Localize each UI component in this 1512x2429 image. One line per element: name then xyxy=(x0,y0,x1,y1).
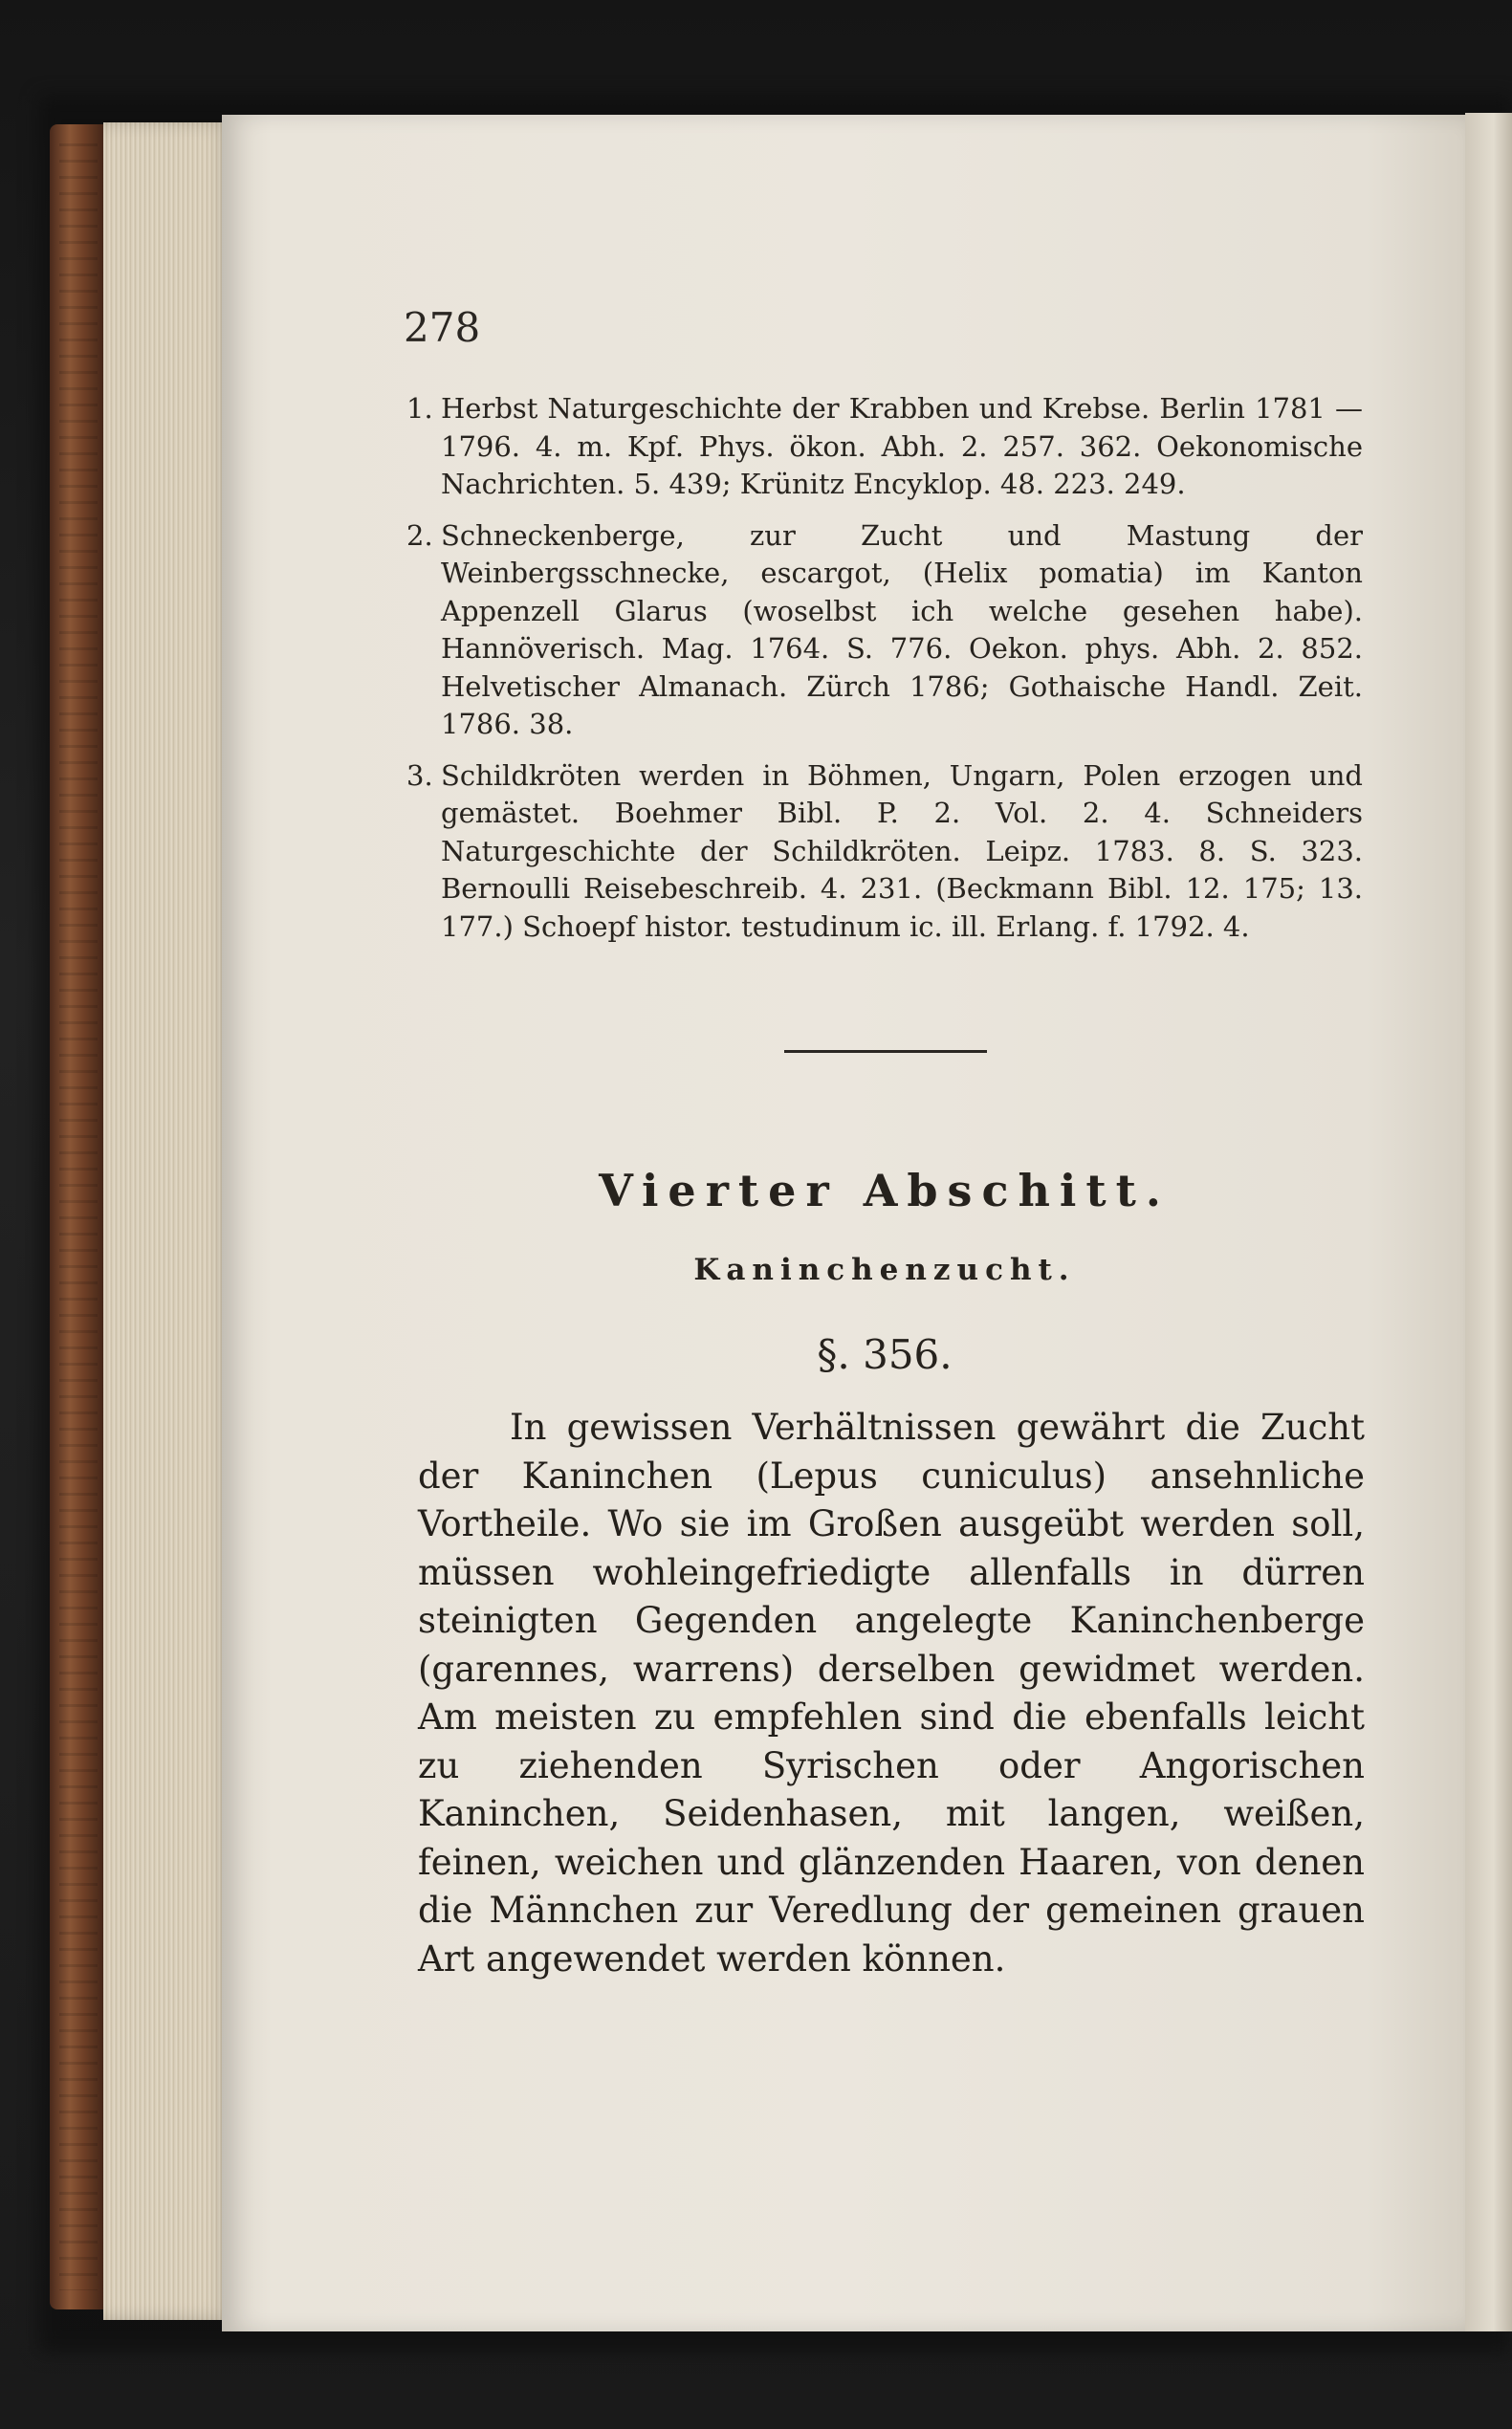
page-number: 278 xyxy=(404,304,481,351)
footnote-number: 3. xyxy=(406,758,433,792)
footnote-text: Schneckenberge, zur Zucht und Mastung der Weinbergsschnecke, escargot, (Helix pomatia) im Kanton Appenzell Glarus (woselbst ich welche gesehen habe). Hannöverisch. Mag. 1764. S. 776. Oekon. phys. Abh. 2. 852. Helvetischer Almanach. Zürch 1786; Gothaische Handl. Zeit. 1786. 38. xyxy=(441,518,1363,740)
footnote-text: Schildkröten werden in Böhmen, Ungarn, Polen erzogen und gemästet. Boehmer Bibl. P. 2. Vol. 2. 4. Schneiders Naturgeschichte der Schildkröten. Leipz. 1783. 8. S. 323. Bernoulli Reisebeschreib. 4. 231. (Beckmann Bibl. 12. 175; 13. 177.) Schoepf histor. testudinum ic. ill. Erlang. f. 1792. 4. xyxy=(441,758,1363,943)
body-paragraph: In gewissen Verhältnissen gewährt die Zucht der Kaninchen (Lepus cuniculus) ansehnliche Vortheile. Wo sie im Großen ausgeübt werden soll, müssen wohleingefriedigte allenfalls in dürren steinigten Gegenden angelegte Kaninchenberge (garennes, warrens) derselben gewidmet werden. Am meisten zu empfehlen sind die ebenfalls leicht zu ziehenden Syrischen oder Angorischen Kaninchen, Seidenhasen, mit langen, weißen, feinen, weichen und glänzenden Haaren, von denen die Männchen zur Veredlung der gemeinen grauen Art angewendet werden können. xyxy=(418,1407,1365,1980)
footnote xyxy=(406,757,1363,947)
footnotes xyxy=(406,390,1363,959)
footnote xyxy=(406,517,1363,744)
section-subtitle: Kaninchenzucht. xyxy=(693,1253,1076,1287)
page-stack-edge xyxy=(103,122,232,2320)
footnote-number: 1. xyxy=(406,392,433,425)
footnote-number: 2. xyxy=(406,518,433,552)
facing-page-edge xyxy=(1465,113,1512,2331)
footnote-text: Herbst Naturgeschichte der Krabben und Krebse. Berlin 1781 — 1796. 4. m. Kpf. Phys. ökon. Abh. 2. 257. 362. Oekonomische Nachrichten. 5. 439; Krünitz Encyklop. 48. 223. 249. xyxy=(441,392,1363,500)
paragraph-number: §. 356. xyxy=(817,1331,953,1378)
book-cover-edge xyxy=(50,124,107,2309)
footnote xyxy=(406,390,1363,504)
section-divider xyxy=(784,1050,987,1053)
section-title: Vierter Abschitt. xyxy=(599,1165,1171,1216)
